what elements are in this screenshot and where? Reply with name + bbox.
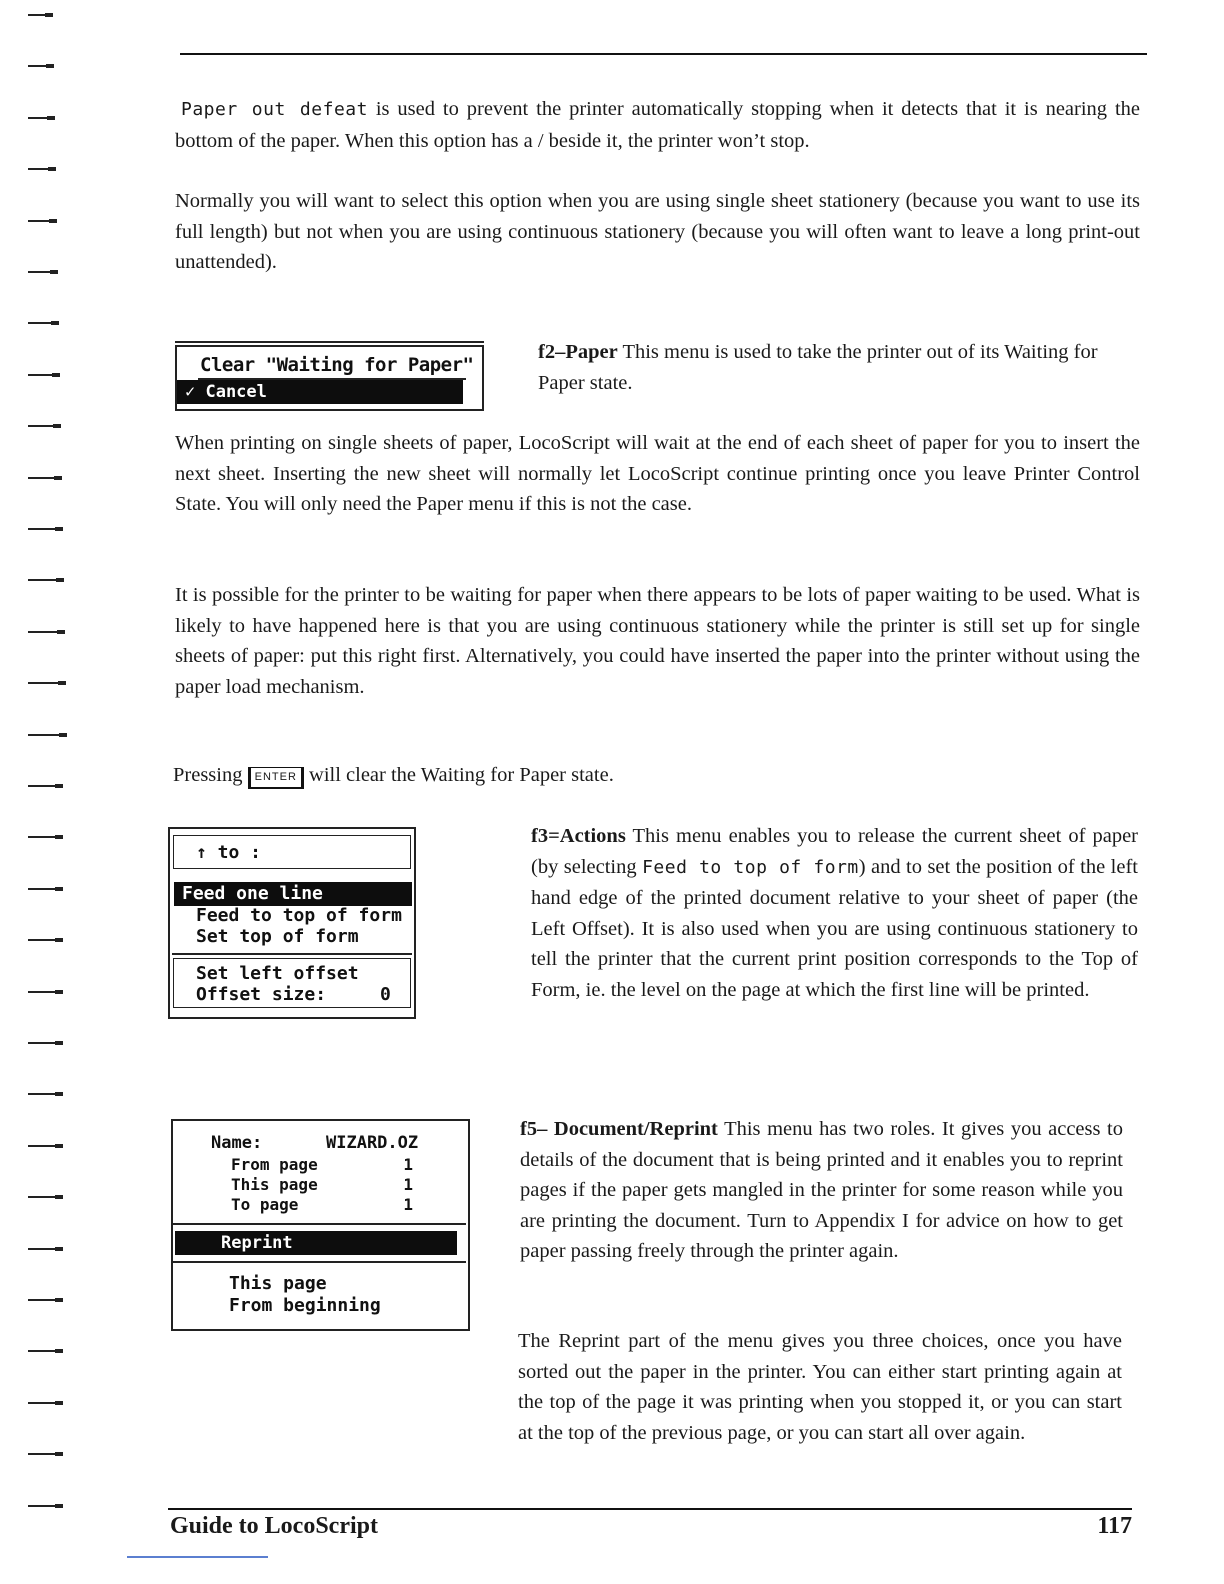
- binding-tick: [28, 168, 53, 170]
- binding-tick: [28, 1196, 60, 1198]
- document-menu-from-page-value: 1: [403, 1155, 413, 1174]
- binding-tick: [28, 1453, 60, 1455]
- document-menu-divider: [173, 1223, 466, 1225]
- footer-title: Guide to LocoScript: [170, 1513, 378, 1539]
- paragraph-f3-actions: [531, 821, 1138, 1006]
- actions-menu-offset-size-label: Offset size:: [196, 984, 327, 1005]
- term-paper-out-defeat: Paper out defeat: [181, 99, 368, 120]
- paper-menu: [172, 341, 484, 413]
- actions-menu-heading: ↑ to :: [196, 842, 262, 863]
- binding-tick: [28, 579, 61, 581]
- function-key-f3: f3=Actions: [531, 825, 626, 847]
- function-key-f5: f5– Document/Reprint: [520, 1118, 718, 1140]
- binding-tick: [28, 1042, 60, 1044]
- binding-tick: [28, 477, 59, 479]
- page-number: 117: [1097, 1513, 1132, 1539]
- paragraph-paper-out-defeat: [175, 94, 1140, 156]
- paragraph-f5-document-reprint: [520, 1114, 1123, 1267]
- binding-tick: [28, 1145, 60, 1147]
- document-menu-reprint-title: Reprint: [175, 1231, 457, 1255]
- actions-menu: [168, 827, 418, 1023]
- actions-menu-set-left-offset[interactable]: Set left offset: [196, 963, 359, 984]
- binding-tick: [28, 1093, 60, 1095]
- binding-tick: [28, 322, 56, 324]
- binding-tick: [28, 65, 51, 67]
- actions-menu-offset-size-value[interactable]: 0: [380, 984, 391, 1005]
- document-menu-this-page-value: 1: [403, 1175, 413, 1194]
- document-menu-to-page-value: 1: [403, 1195, 413, 1214]
- paragraph-normally: Normally you will want to select this option when you are using single sheet stationery (because you want to use its full length) but not when you are using continuous stationery (because you will often want to leave a long print-out unattended).: [175, 190, 1140, 274]
- binding-tick: [28, 1402, 60, 1404]
- function-key-f2: f2–Paper: [538, 341, 618, 363]
- binding-tick: [28, 836, 60, 838]
- paragraph-waiting-for-paper: It is possible for the printer to be waiting for paper when there appears to be lots of paper waiting to be used. What is likely to have happened here is that you are using continuous stationery while the printer is still set up for single sheets of paper: put this right first. Alternatively, you could have inserted the paper into the printer without using the paper load mechanism.: [175, 584, 1140, 698]
- paragraph-text: This menu has two roles. It gives you access to details of the document that is being printed and it enables you to reprint pages if the paper gets mangled in the printer for some reason while you are printing the document. Turn to Appendix I for advice on how to get paper passing freely through the printer again.: [520, 1118, 1123, 1263]
- paragraph-f2-paper: [538, 337, 1140, 398]
- actions-menu-item-set-top-of-form[interactable]: Set top of form: [196, 926, 359, 947]
- document-menu-reprint-from-beginning[interactable]: From beginning: [229, 1295, 381, 1316]
- binding-tick: [28, 1248, 60, 1250]
- top-rule: [180, 53, 1147, 55]
- binding-tick: [28, 425, 58, 427]
- footer-rule: [168, 1508, 1132, 1510]
- binding-tick: [28, 220, 54, 222]
- paper-menu-option-cancel[interactable]: ✓ Cancel: [177, 380, 463, 404]
- binding-tick: [28, 374, 57, 376]
- actions-menu-divider: [172, 953, 412, 955]
- paragraph-text: Pressing: [173, 764, 248, 786]
- binding-tick: [28, 939, 60, 941]
- binding-tick: [28, 682, 63, 684]
- binding-tick: [28, 888, 60, 890]
- actions-menu-item-feed-to-top-of-form[interactable]: Feed to top of form: [196, 905, 402, 926]
- paper-menu-title: Clear "Waiting for Paper": [200, 354, 474, 376]
- document-menu-from-page-label: From page: [231, 1155, 318, 1174]
- document-menu: [171, 1119, 471, 1337]
- document-menu-name-value: WIZARD.OZ: [326, 1133, 419, 1153]
- binding-tick: [28, 631, 62, 633]
- binding-tick: [28, 528, 60, 530]
- paragraph-text: ) and to set the position of the left hand edge of the printed document relative to your sheet of paper (the Left Offset). It is also used when you are using continuous stationery to tell the printer that the current print position corresponds to the Top of Form, ie. the level on the page at which the first line will be printed.: [531, 855, 1138, 1001]
- document-menu-this-page-label: This page: [231, 1175, 318, 1194]
- binding-tick: [28, 991, 60, 993]
- document-menu-name-label: Name:: [211, 1133, 263, 1153]
- term-feed-to-top-of-form: Feed to top of form: [642, 856, 859, 878]
- enter-key: ENTER: [248, 767, 304, 789]
- binding-margin: [0, 0, 100, 1584]
- actions-menu-item-feed-one-line[interactable]: Feed one line: [174, 882, 412, 906]
- document-menu-to-page-label: To page: [231, 1195, 299, 1214]
- paragraph-reprint-choices: The Reprint part of the menu gives you three choices, once you have sorted out the paper in the printer. You can either start printing again at the top of the page it was printing when you stopped it, or you can start at the top of the previous page, or you can start all over again.: [518, 1330, 1122, 1444]
- paper-menu-top-rule: [175, 341, 484, 343]
- binding-tick: [28, 1505, 60, 1507]
- binding-tick: [28, 1299, 60, 1301]
- paragraph-text: will clear the Waiting for Paper state.: [303, 764, 614, 786]
- paragraph-pressing-enter: [173, 760, 1138, 791]
- binding-tick: [28, 14, 50, 16]
- paragraph-text: This menu is used to take the printer out of its Waiting for Paper state.: [538, 341, 1098, 394]
- document-menu-reprint-this-page[interactable]: This page: [229, 1273, 327, 1294]
- binding-tick: [28, 734, 64, 736]
- binding-tick: [28, 1350, 60, 1352]
- paragraph-text: This menu enables you to release the current sheet of paper (by selecting: [531, 825, 1138, 878]
- binding-tick: [28, 271, 55, 273]
- binding-tick: [28, 117, 52, 119]
- paragraph-text: is used to prevent the printer automatically stopping when it detects that it is nearing the bottom of the paper. When this option has a / beside it, the printer won’t stop.: [175, 98, 1140, 152]
- paragraph-single-sheets: When printing on single sheets of paper, LocoScript will wait at the end of each sheet of paper for you to insert the next sheet. Inserting the new sheet will normally let LocoScript continue printing once you leave Printer Control State. You will only need the Paper menu if this is not the case.: [175, 432, 1140, 516]
- scan-edge-line: [127, 1556, 268, 1558]
- binding-tick: [28, 785, 60, 787]
- document-menu-reprint-rule: [173, 1261, 466, 1263]
